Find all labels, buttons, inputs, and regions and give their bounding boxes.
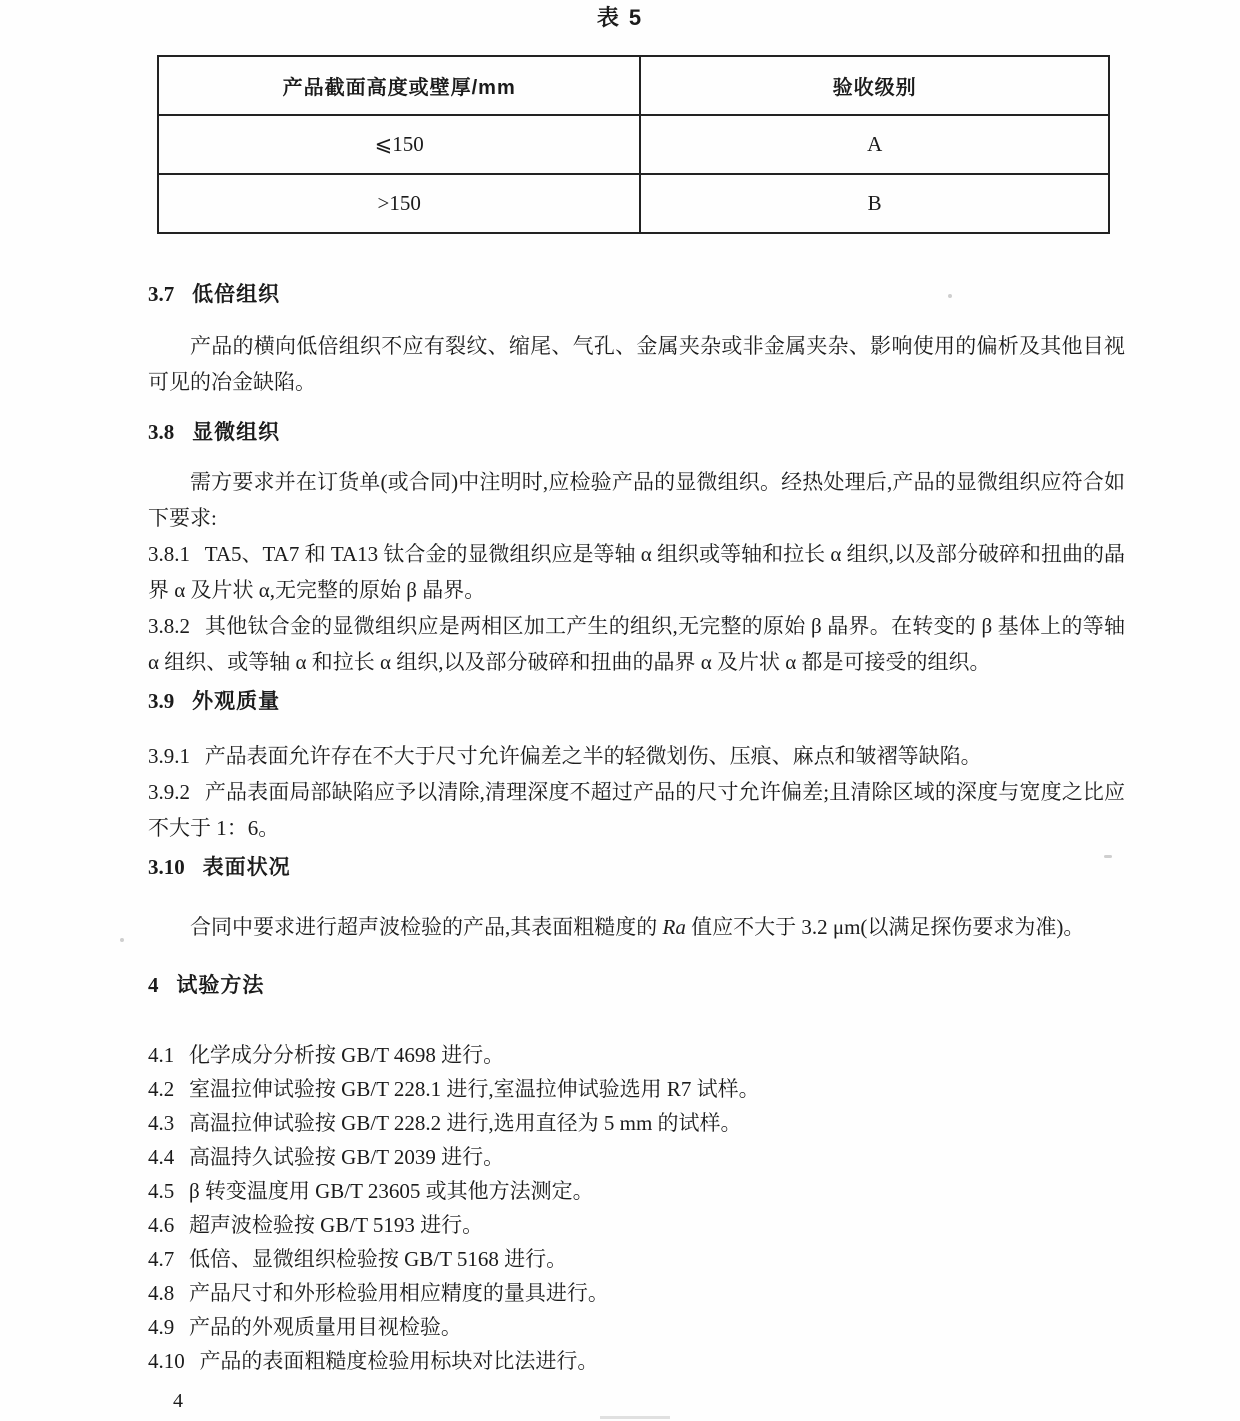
item-number: 4.2 bbox=[148, 1077, 175, 1101]
item-4-1 bbox=[148, 1038, 1125, 1072]
item-4-3 bbox=[148, 1106, 1125, 1140]
section-title: 表面状况 bbox=[202, 856, 291, 879]
section-title: 低倍组织 bbox=[192, 283, 281, 306]
item-number: 4.6 bbox=[148, 1213, 175, 1237]
test-method-list bbox=[148, 1038, 1125, 1378]
section-heading-3-9 bbox=[148, 689, 1125, 714]
section-heading-3-7 bbox=[148, 282, 1125, 307]
item-text: TA5、TA7 和 TA13 钛合金的显微组织应是等轴 α 组织或等轴和拉长 α 组织,以及部分破碎和扭曲的晶界 α 及片状 α,无完整的原始 β 晶界。 bbox=[148, 542, 1125, 602]
item-4-6 bbox=[148, 1208, 1125, 1242]
ra-symbol: Ra bbox=[662, 915, 686, 939]
item-4-4 bbox=[148, 1140, 1125, 1174]
table5-cell-thickness-1: ⩽150 bbox=[158, 115, 640, 174]
section-heading-4 bbox=[148, 973, 1125, 998]
item-number: 3.9.1 bbox=[148, 744, 190, 768]
item-4-5 bbox=[148, 1174, 1125, 1208]
scan-smudge bbox=[600, 1416, 670, 1419]
section-heading-3-8 bbox=[148, 420, 1125, 445]
scan-speck bbox=[1104, 855, 1112, 858]
table5-row-2 bbox=[158, 174, 1109, 233]
section-number: 3.7 bbox=[148, 282, 175, 306]
table5 bbox=[157, 55, 1110, 234]
item-text: 超声波检验按 GB/T 5193 进行。 bbox=[188, 1213, 484, 1237]
table5-title: 表 5 bbox=[596, 5, 644, 30]
item-4-10 bbox=[148, 1344, 1125, 1378]
item-number: 4.7 bbox=[148, 1247, 175, 1271]
table5-header-row bbox=[158, 56, 1109, 115]
item-text: 室温拉伸试验按 GB/T 228.1 进行,室温拉伸试验选用 R7 试样。 bbox=[188, 1077, 760, 1101]
item-4-7 bbox=[148, 1242, 1125, 1276]
item-3-9-2 bbox=[148, 774, 1125, 846]
item-number: 4.3 bbox=[148, 1111, 175, 1135]
item-text: 其他钛合金的显微组织应是两相区加工产生的组织,无完整的原始 β 晶界。在转变的 β 基体上的等轴 α 组织、或等轴 α 和拉长 α 组织,以及部分破碎和扭曲的晶界 α 及片状 α 都是可接受的组织。 bbox=[148, 614, 1125, 674]
table5-cell-thickness-2: >150 bbox=[158, 174, 640, 233]
item-text: 产品表面局部缺陷应予以清除,清理深度不超过产品的尺寸允许偏差;且清除区域的深度与宽度之比应不大于 1：6。 bbox=[148, 780, 1125, 840]
item-4-8 bbox=[148, 1276, 1125, 1310]
item-text: 产品表面允许存在不大于尺寸允许偏差之半的轻微划伤、压痕、麻点和皱褶等缺陷。 bbox=[204, 744, 982, 768]
document-body bbox=[148, 282, 1125, 1378]
item-text: β 转变温度用 GB/T 23605 或其他方法测定。 bbox=[188, 1179, 594, 1203]
item-text: 低倍、显微组织检验按 GB/T 5168 进行。 bbox=[188, 1247, 568, 1271]
table5-header-col2: 验收级别 bbox=[640, 56, 1109, 115]
scan-speck bbox=[120, 938, 124, 942]
paragraph-text: 值应不大于 3.2 μm(以满足探伤要求为准)。 bbox=[685, 915, 1085, 939]
table5-cell-grade-2: B bbox=[640, 174, 1109, 233]
section-number: 3.9 bbox=[148, 689, 175, 713]
item-number: 4.4 bbox=[148, 1145, 175, 1169]
item-3-8-1 bbox=[148, 536, 1125, 608]
item-number: 4.1 bbox=[148, 1043, 175, 1067]
section-number: 4 bbox=[148, 973, 159, 997]
section-title: 显微组织 bbox=[192, 421, 281, 444]
page-number: 4 bbox=[173, 1390, 183, 1412]
section-title: 外观质量 bbox=[192, 690, 281, 713]
item-text: 产品的表面粗糙度检验用标块对比法进行。 bbox=[199, 1349, 599, 1373]
item-3-8-2 bbox=[148, 608, 1125, 680]
item-4-9 bbox=[148, 1310, 1125, 1344]
item-text: 化学成分分析按 GB/T 4698 进行。 bbox=[188, 1043, 505, 1067]
item-number: 3.8.2 bbox=[148, 614, 190, 638]
item-3-9-1 bbox=[148, 738, 1125, 774]
item-text: 高温持久试验按 GB/T 2039 进行。 bbox=[188, 1145, 505, 1169]
item-number: 3.8.1 bbox=[148, 542, 190, 566]
section-number: 3.8 bbox=[148, 420, 175, 444]
item-number: 4.8 bbox=[148, 1281, 175, 1305]
item-number: 3.9.2 bbox=[148, 780, 190, 804]
item-number: 4.9 bbox=[148, 1315, 175, 1339]
section-number: 3.10 bbox=[148, 855, 185, 879]
section-title: 试验方法 bbox=[176, 974, 265, 997]
section-3-8-paragraph: 需方要求并在订货单(或合同)中注明时,应检验产品的显微组织。经热处理后,产品的显微组织应符合如下要求: bbox=[148, 470, 1125, 530]
scan-speck bbox=[948, 294, 952, 298]
item-number: 4.5 bbox=[148, 1179, 175, 1203]
section-heading-3-10 bbox=[148, 855, 1125, 880]
item-text: 高温拉伸试验按 GB/T 228.2 进行,选用直径为 5 mm 的试样。 bbox=[188, 1111, 742, 1135]
paragraph-text: 合同中要求进行超声波检验的产品,其表面粗糙度的 bbox=[190, 915, 663, 939]
item-4-2 bbox=[148, 1072, 1125, 1106]
table5-cell-grade-1: A bbox=[640, 115, 1109, 174]
item-text: 产品尺寸和外形检验用相应精度的量具进行。 bbox=[188, 1281, 609, 1305]
section-3-7-paragraph: 产品的横向低倍组织不应有裂纹、缩尾、气孔、金属夹杂或非金属夹杂、影响使用的偏析及其他目视可见的冶金缺陷。 bbox=[148, 334, 1125, 394]
table5-row-1 bbox=[158, 115, 1109, 174]
section-3-10-paragraph bbox=[148, 909, 1125, 945]
item-number: 4.10 bbox=[148, 1349, 185, 1373]
item-text: 产品的外观质量用目视检验。 bbox=[188, 1315, 462, 1339]
table5-header-col1: 产品截面高度或壁厚/mm bbox=[158, 56, 640, 115]
